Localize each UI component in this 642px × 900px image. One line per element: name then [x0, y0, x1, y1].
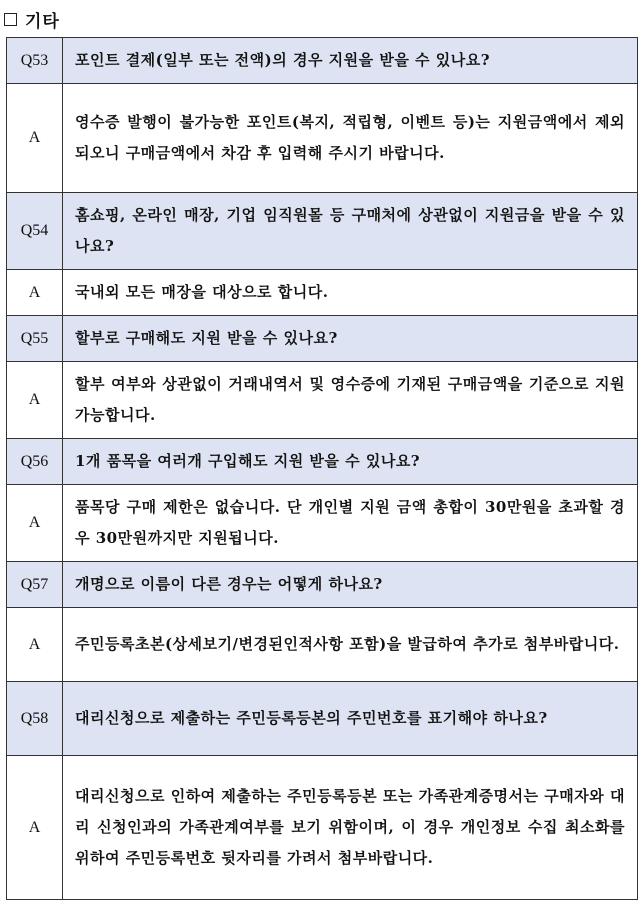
section-title-text: 기타 [25, 11, 60, 32]
faq-question-row [7, 682, 638, 756]
question-text: 대리신청으로 제출하는 주민등록등본의 주민번호를 표기해야 하나요? [63, 682, 638, 756]
question-text: 홈쇼핑, 온라인 매장, 기업 임직원몰 등 구매처에 상관없이 지원금을 받을 수 있나요? [63, 193, 638, 270]
faq-answer-row [7, 84, 638, 193]
faq-question-row [7, 193, 638, 270]
answer-label: A [7, 270, 63, 316]
question-number: Q58 [7, 682, 63, 756]
answer-label: A [7, 362, 63, 439]
question-text: 포인트 결제(일부 또는 전액)의 경우 지원을 받을 수 있나요? [63, 38, 638, 84]
answer-text: 국내외 모든 매장을 대상으로 합니다. [63, 270, 638, 316]
question-text: 개명으로 이름이 다른 경우는 어떻게 하나요? [63, 562, 638, 608]
question-number: Q54 [7, 193, 63, 270]
question-text: 1개 품목을 여러개 구입해도 지원 받을 수 있나요? [63, 439, 638, 485]
faq-answer-row [7, 756, 638, 900]
question-number: Q55 [7, 316, 63, 362]
section-heading [4, 4, 60, 34]
answer-label: A [7, 756, 63, 900]
answer-text: 주민등록초본(상세보기/변경된인적사항 포함)을 발급하여 추가로 첨부바랍니다. [63, 608, 638, 682]
faq-question-row [7, 316, 638, 362]
faq-answer-row [7, 485, 638, 562]
faq-answer-row [7, 608, 638, 682]
answer-text: 할부 여부와 상관없이 거래내역서 및 영수증에 기재된 구매금액을 기준으로 지원 가능합니다. [63, 362, 638, 439]
faq-question-row [7, 439, 638, 485]
question-number: Q53 [7, 38, 63, 84]
checkbox-square-icon [4, 13, 17, 26]
answer-text: 품목당 구매 제한은 없습니다. 단 개인별 지원 금액 총합이 30만원을 초과할 경우 30만원까지만 지원됩니다. [63, 485, 638, 562]
answer-label: A [7, 608, 63, 682]
answer-label: A [7, 84, 63, 193]
faq-answer-row [7, 270, 638, 316]
question-number: Q56 [7, 439, 63, 485]
faq-question-row [7, 38, 638, 84]
faq-table [6, 37, 638, 900]
answer-text: 대리신청으로 인하여 제출하는 주민등록등본 또는 가족관계증명서는 구매자와 대리 신청인과의 가족관계여부를 보기 위함이며, 이 경우 개인정보 수집 최소화를 위하여 주민등록번호 뒷자리를 가려서 첨부바랍니다. [63, 756, 638, 900]
answer-label: A [7, 485, 63, 562]
answer-text: 영수증 발행이 불가능한 포인트(복지, 적립형, 이벤트 등)는 지원금액에서 제외되오니 구매금액에서 차감 후 입력해 주시기 바랍니다. [63, 84, 638, 193]
faq-question-row [7, 562, 638, 608]
question-number: Q57 [7, 562, 63, 608]
question-text: 할부로 구매해도 지원 받을 수 있나요? [63, 316, 638, 362]
faq-answer-row [7, 362, 638, 439]
